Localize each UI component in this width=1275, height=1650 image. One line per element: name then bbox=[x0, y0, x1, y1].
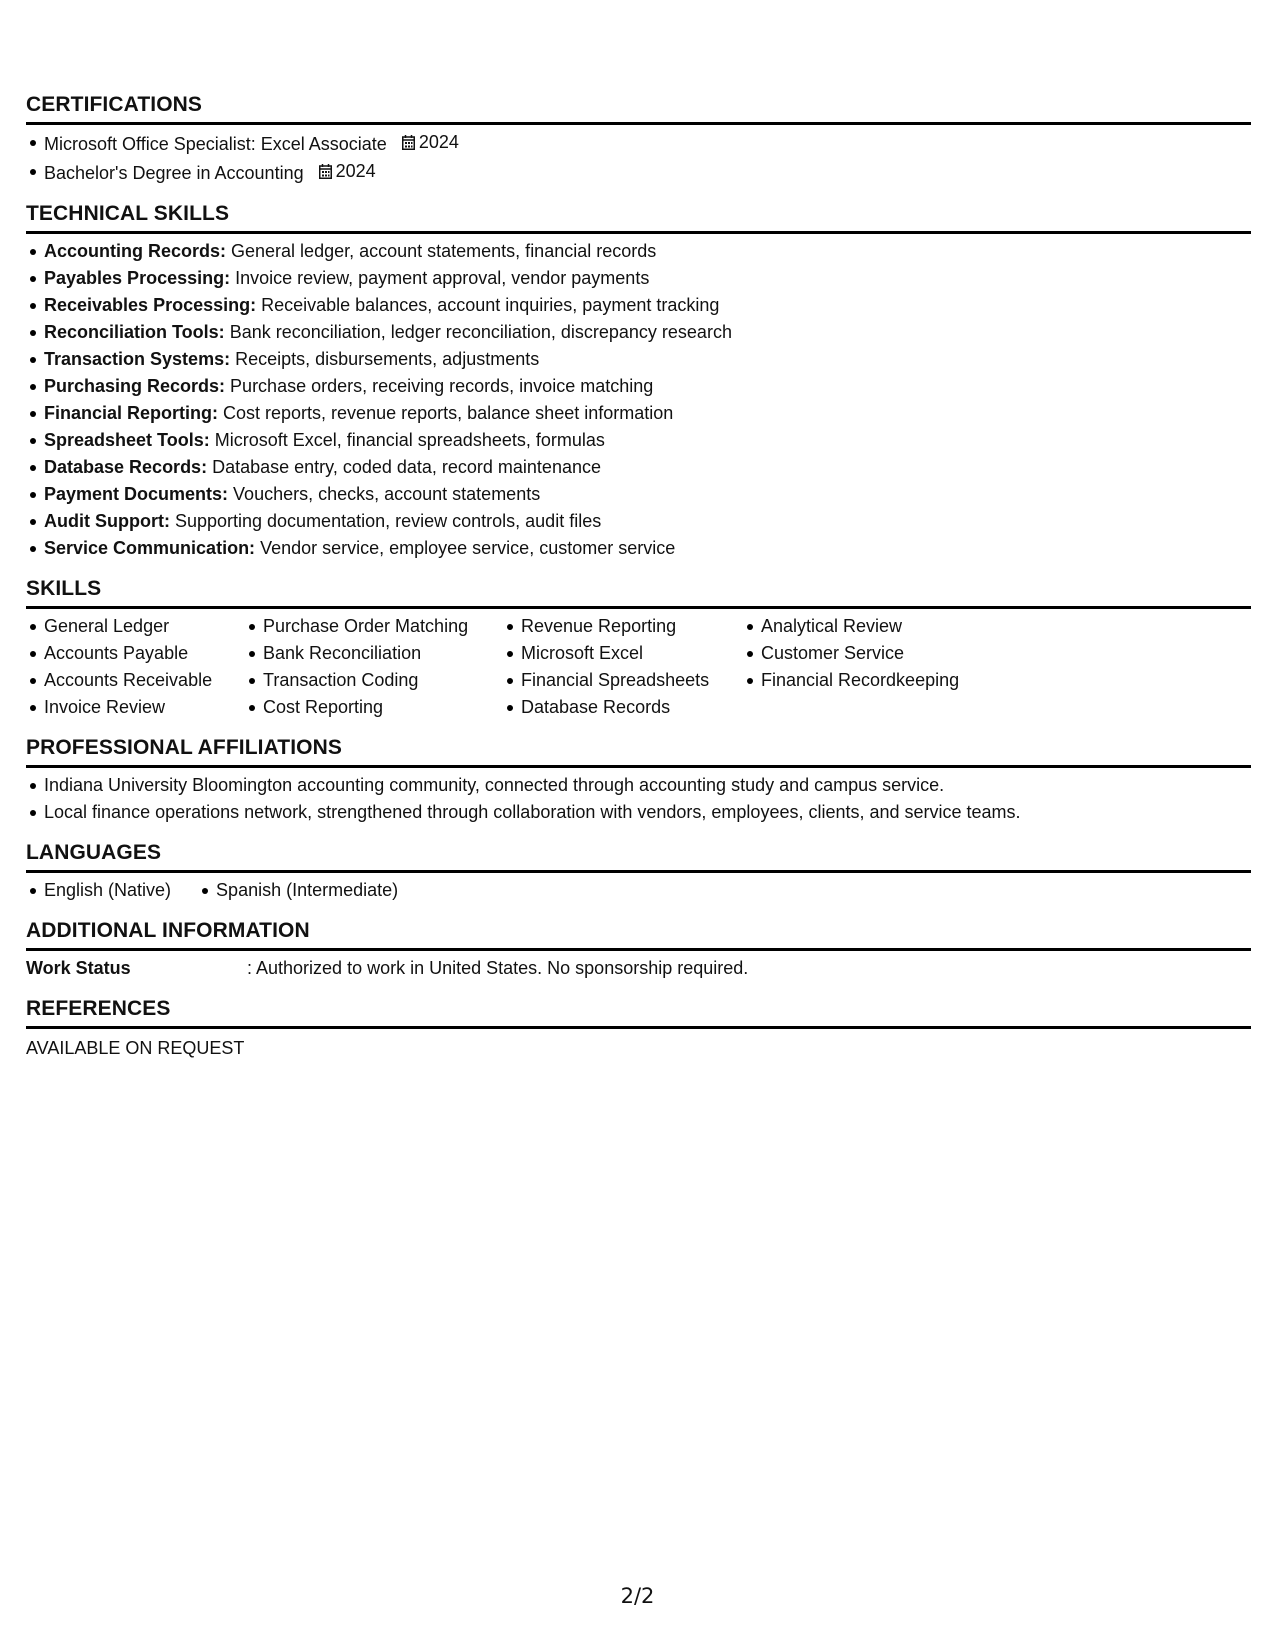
technical-skill-text: Supporting documentation, review controls, audit files bbox=[169, 511, 602, 531]
skill-item: Accounts Receivable bbox=[44, 667, 263, 694]
technical-skills-heading: TECHNICAL SKILLS bbox=[26, 201, 1251, 234]
skill-item: Accounts Payable bbox=[44, 640, 263, 667]
page-number: 2/2 bbox=[620, 1584, 655, 1608]
work-status-label: Work Status bbox=[26, 958, 131, 978]
language-item: English (Native) bbox=[44, 877, 171, 904]
certification-item bbox=[44, 158, 1251, 187]
skill-item: Microsoft Excel bbox=[521, 640, 761, 667]
work-status-row bbox=[26, 955, 1251, 982]
technical-skill-item bbox=[44, 400, 1251, 427]
skill-item: Bank Reconciliation bbox=[263, 640, 521, 667]
technical-skill-text: Purchase orders, receiving records, invoice matching bbox=[225, 376, 654, 396]
technical-skill-item bbox=[44, 535, 1251, 562]
technical-skill-item bbox=[44, 508, 1251, 535]
technical-skill-label: Receivables Processing: bbox=[44, 295, 257, 315]
calendar-icon bbox=[402, 135, 415, 150]
certification-name: Microsoft Office Specialist: Excel Associate bbox=[44, 134, 387, 154]
skills-column bbox=[521, 613, 761, 721]
certification-name: Bachelor's Degree in Accounting bbox=[44, 163, 304, 183]
technical-skill-item bbox=[44, 346, 1251, 373]
technical-skill-item bbox=[44, 292, 1251, 319]
skills-grid bbox=[26, 613, 1251, 721]
technical-skill-label: Audit Support: bbox=[44, 511, 170, 531]
technical-skill-label: Transaction Systems: bbox=[44, 349, 231, 369]
certification-item bbox=[44, 129, 1251, 158]
skills-column bbox=[44, 613, 263, 721]
skills-heading: SKILLS bbox=[26, 576, 1251, 609]
technical-skill-text: Vendor service, employee service, customer service bbox=[255, 538, 676, 558]
languages-heading: LANGUAGES bbox=[26, 840, 1251, 873]
calendar-icon bbox=[319, 164, 332, 179]
technical-skill-text: General ledger, account statements, financial records bbox=[226, 241, 657, 261]
skills-column bbox=[761, 613, 1001, 721]
technical-skill-label: Financial Reporting: bbox=[44, 403, 219, 423]
technical-skill-item bbox=[44, 454, 1251, 481]
affiliation-item: Local finance operations network, strengthened through collaboration with vendors, employees, clients, and service teams. bbox=[44, 799, 1251, 826]
languages-list bbox=[26, 877, 1251, 904]
languages-section bbox=[26, 840, 1251, 904]
technical-skill-text: Receipts, disbursements, adjustments bbox=[230, 349, 540, 369]
affiliation-item: Indiana University Bloomington accounting community, connected through accounting study and campus service. bbox=[44, 772, 1251, 799]
references-section bbox=[26, 996, 1251, 1062]
technical-skill-label: Purchasing Records: bbox=[44, 376, 226, 396]
skill-item: Purchase Order Matching bbox=[263, 613, 521, 640]
technical-skill-text: Vouchers, checks, account statements bbox=[228, 484, 541, 504]
technical-skill-label: Payment Documents: bbox=[44, 484, 229, 504]
additional-info-section bbox=[26, 918, 1251, 982]
language-item: Spanish (Intermediate) bbox=[216, 877, 398, 904]
technical-skill-text: Bank reconciliation, ledger reconciliation, discrepancy research bbox=[224, 322, 732, 342]
technical-skill-item bbox=[44, 373, 1251, 400]
technical-skill-item bbox=[44, 427, 1251, 454]
certifications-heading: CERTIFICATIONS bbox=[26, 92, 1251, 125]
skills-section bbox=[26, 576, 1251, 721]
skill-item: Financial Recordkeeping bbox=[761, 667, 1001, 694]
technical-skill-item bbox=[44, 481, 1251, 508]
technical-skill-text: Cost reports, revenue reports, balance sheet information bbox=[218, 403, 674, 423]
skill-item: Transaction Coding bbox=[263, 667, 521, 694]
technical-skill-text: Microsoft Excel, financial spreadsheets, formulas bbox=[209, 430, 605, 450]
additional-info-heading: ADDITIONAL INFORMATION bbox=[26, 918, 1251, 951]
skill-item: Financial Spreadsheets bbox=[521, 667, 761, 694]
skill-item: Database Records bbox=[521, 694, 761, 721]
technical-skill-label: Reconciliation Tools: bbox=[44, 322, 225, 342]
technical-skill-item bbox=[44, 319, 1251, 346]
skill-item: General Ledger bbox=[44, 613, 263, 640]
technical-skill-text: Receivable balances, account inquiries, payment tracking bbox=[256, 295, 720, 315]
references-heading: REFERENCES bbox=[26, 996, 1251, 1029]
technical-skill-label: Accounting Records: bbox=[44, 241, 227, 261]
technical-skill-text: Invoice review, payment approval, vendor payments bbox=[230, 268, 650, 288]
technical-skill-label: Service Communication: bbox=[44, 538, 256, 558]
technical-skills-list bbox=[26, 238, 1251, 562]
skills-column bbox=[263, 613, 521, 721]
certifications-list bbox=[26, 129, 1251, 187]
work-status-value: : Authorized to work in United States. No sponsorship required. bbox=[247, 958, 749, 978]
certification-date bbox=[402, 129, 459, 156]
skill-item: Invoice Review bbox=[44, 694, 263, 721]
technical-skill-text: Database entry, coded data, record maintenance bbox=[207, 457, 601, 477]
certification-year: 2024 bbox=[335, 161, 376, 181]
certification-year: 2024 bbox=[418, 132, 459, 152]
certification-date bbox=[319, 158, 376, 185]
technical-skills-section bbox=[26, 201, 1251, 562]
skill-item: Analytical Review bbox=[761, 613, 1001, 640]
affiliations-heading: PROFESSIONAL AFFILIATIONS bbox=[26, 735, 1251, 768]
technical-skill-item bbox=[44, 238, 1251, 265]
technical-skill-label: Payables Processing: bbox=[44, 268, 231, 288]
affiliations-list bbox=[26, 772, 1251, 826]
skill-item: Customer Service bbox=[761, 640, 1001, 667]
resume-page bbox=[26, 92, 1251, 1062]
skill-item: Revenue Reporting bbox=[521, 613, 761, 640]
technical-skill-label: Spreadsheet Tools: bbox=[44, 430, 210, 450]
certifications-section bbox=[26, 92, 1251, 187]
technical-skill-item bbox=[44, 265, 1251, 292]
technical-skill-label: Database Records: bbox=[44, 457, 208, 477]
skill-item: Cost Reporting bbox=[263, 694, 521, 721]
references-text: AVAILABLE ON REQUEST bbox=[26, 1038, 245, 1058]
affiliations-section bbox=[26, 735, 1251, 826]
